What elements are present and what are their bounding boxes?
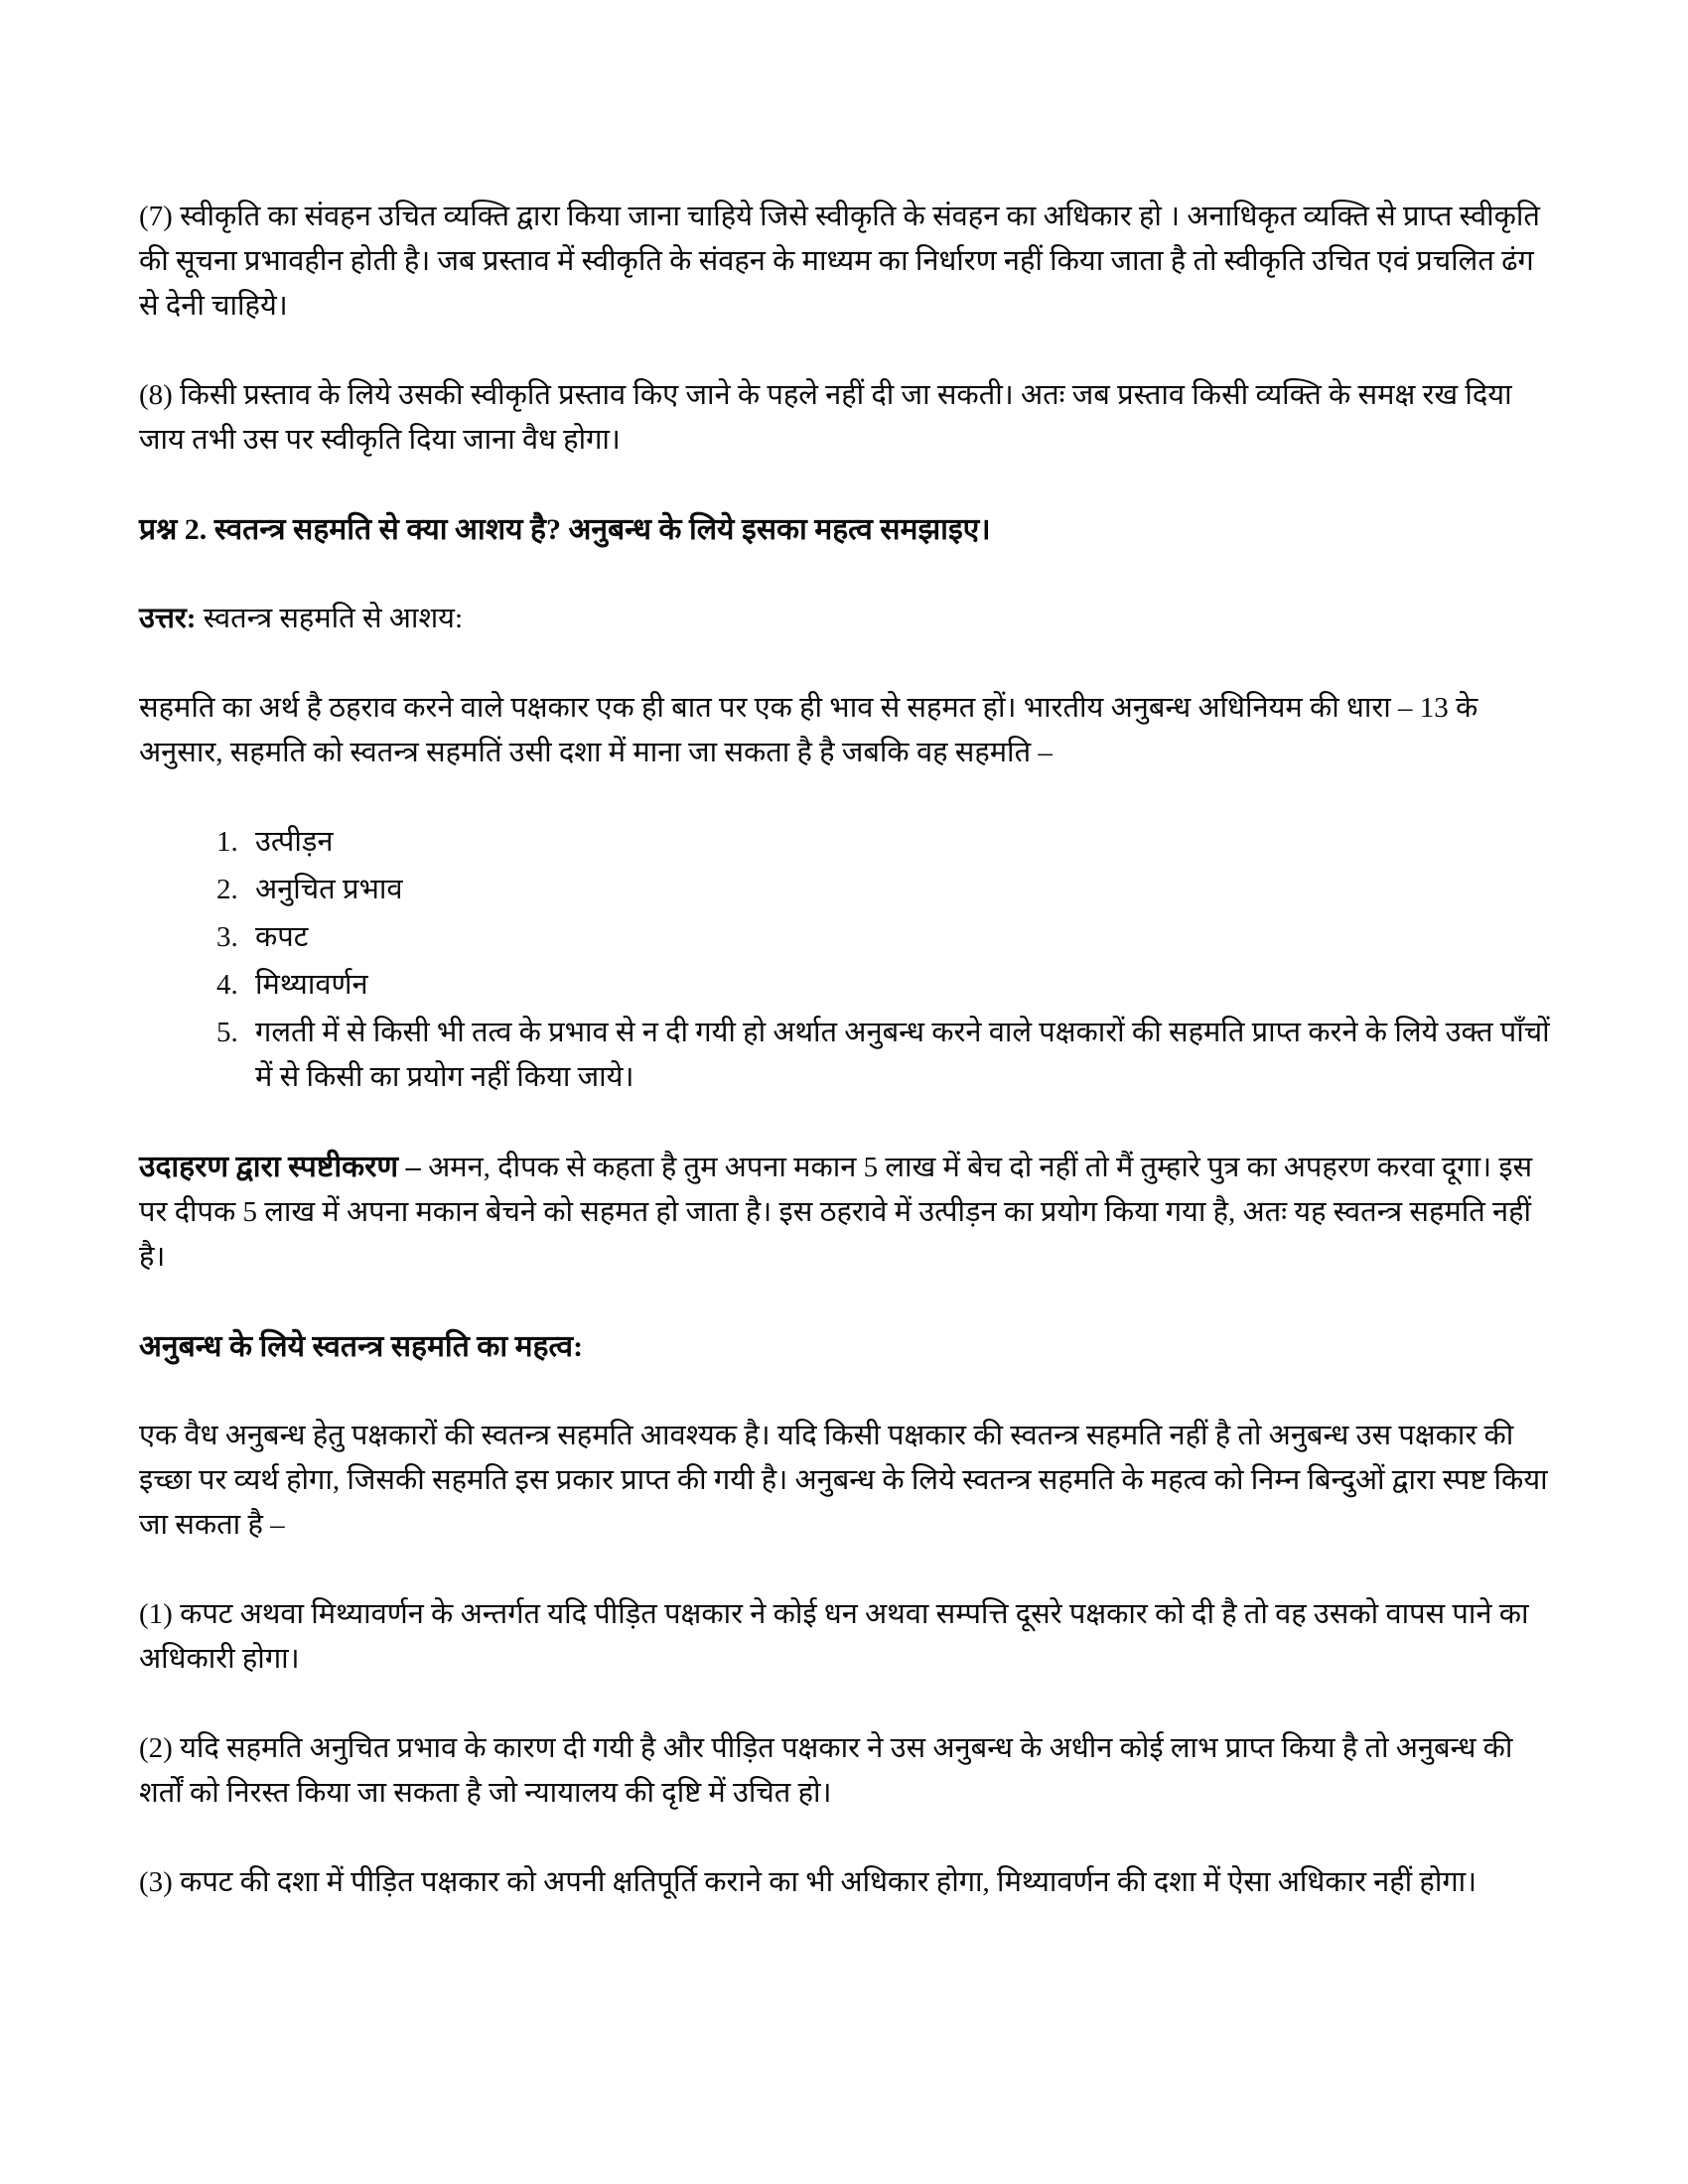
importance-point-1: (1) कपट अथवा मिथ्यावर्णन के अन्तर्गत यदि पीड़ित पक्षकार ने कोई धन अथवा सम्पत्ति दूसरे पक्षकार को दी है तो वह उसको वापस पाने का अधिकारी होगा।	[139, 1598, 1529, 1675]
importance-point-2: (2) यदि सहमति अनुचित प्रभाव के कारण दी गयी है और पीड़ित पक्षकार ने उस अनुबन्ध के अधीन कोई लाभ प्राप्त किया है तो अनुबन्ध की शर्तों को निरस्त किया जा सकता है जो न्यायालय की दृष्टि में उचित हो।	[139, 1732, 1513, 1809]
list-item: 1. उत्पीड़न	[245, 820, 1551, 865]
example-paragraph	[139, 1145, 1551, 1280]
list-item: 2. अनुचित प्रभाव	[245, 868, 1551, 912]
answer-intro-line	[139, 597, 1551, 641]
question-2-heading: प्रश्न 2. स्वतन्त्र सहमति से क्या आशय है? अनुबन्ध के लिये इसका महत्व समझाइए।	[139, 513, 991, 546]
paragraph-point-8: (8) किसी प्रस्ताव के लिये उसकी स्वीकृति प्रस्ताव किए जाने के पहले नहीं दी जा सकती। अतः जब प्रस्ताव किसी व्यक्ति के समक्ष रख दिया जाय तभी उस पर स्वीकृति दिया जाना वैध होगा।	[139, 379, 1512, 456]
importance-heading: अनुबन्ध के लिये स्वतन्त्र सहमति का महत्व:	[139, 1330, 584, 1363]
example-text: अमन, दीपक से कहता है तुम अपना मकान 5 लाख में बेच दो नहीं तो मैं तुम्हारे पुत्र का अपहरण करवा दूगा। इस पर दीपक 5 लाख में अपना मकान बेचने को सहमत हो जाता है। इस ठहरावे में उत्पीड़न का प्रयोग किया गया है, अतः यह स्वतन्त्र सहमति नहीं है।	[139, 1152, 1533, 1273]
importance-intro-paragraph: एक वैध अनुबन्ध हेतु पक्षकारों की स्वतन्त्र सहमति आवश्यक है। यदि किसी पक्षकार की स्वतन्त्र सहमति नहीं है तो अनुबन्ध उस पक्षकार की इच्छा पर व्यर्थ होगा, जिसकी सहमति इस प्रकार प्राप्त की गयी है। अनुबन्ध के लिये स्वतन्त्र सहमति के महत्व को निम्न बिन्दुओं द्वारा स्पष्ट किया जा सकता है –	[139, 1420, 1548, 1541]
consent-meaning-paragraph: सहमति का अर्थ है ठहराव करने वाले पक्षकार एक ही बात पर एक ही भाव से सहमत हों। भारतीय अनुबन्ध अधिनियम की धारा – 13 के अनुसार, सहमति को स्वतन्त्र सहमतिं उसी दशा में माना जा सकता है है जबकि वह सहमति –	[139, 692, 1478, 768]
consent-vitiating-factors-list	[139, 820, 1551, 1100]
document-body	[139, 195, 1551, 1905]
list-item: 4. मिथ्यावर्णन	[245, 963, 1551, 1008]
paragraph-point-7: (7) स्वीकृति का संवहन उचित व्यक्ति द्वारा किया जाना चाहिये जिसे स्वीकृति के संवहन का अधिकार हो । अनाधिकृत व्यक्ति से प्राप्त स्वीकृति की सूचना प्रभावहीन होती है। जब प्रस्ताव में स्वीकृति के संवहन के माध्यम का निर्धारण नहीं किया जाता है तो स्वीकृति उचित एवं प्रचलित ढंग से देनी चाहिये।	[139, 201, 1540, 322]
importance-point-3: (3) कपट की दशा में पीड़ित पक्षकार को अपनी क्षतिपूर्ति कराने का भी अधिकार होगा, मिथ्यावर्णन की दशा में ऐसा अधिकार नहीं होगा।	[139, 1866, 1477, 1898]
list-item: 5. गलती में से किसी भी तत्व के प्रभाव से न दी गयी हो अर्थात अनुबन्ध करने वाले पक्षकारों की सहमति प्राप्त करने के लिये उक्त पाँचों में से किसी का प्रयोग नहीं किया जाये।	[245, 1011, 1551, 1100]
example-lead-bold: उदाहरण द्वारा स्पष्टीकरण –	[139, 1151, 429, 1183]
list-item: 3. कपट	[245, 915, 1551, 960]
answer-intro-text: स्वतन्त्र सहमति से आशय:	[196, 603, 464, 634]
answer-label: उत्तर:	[139, 603, 197, 634]
